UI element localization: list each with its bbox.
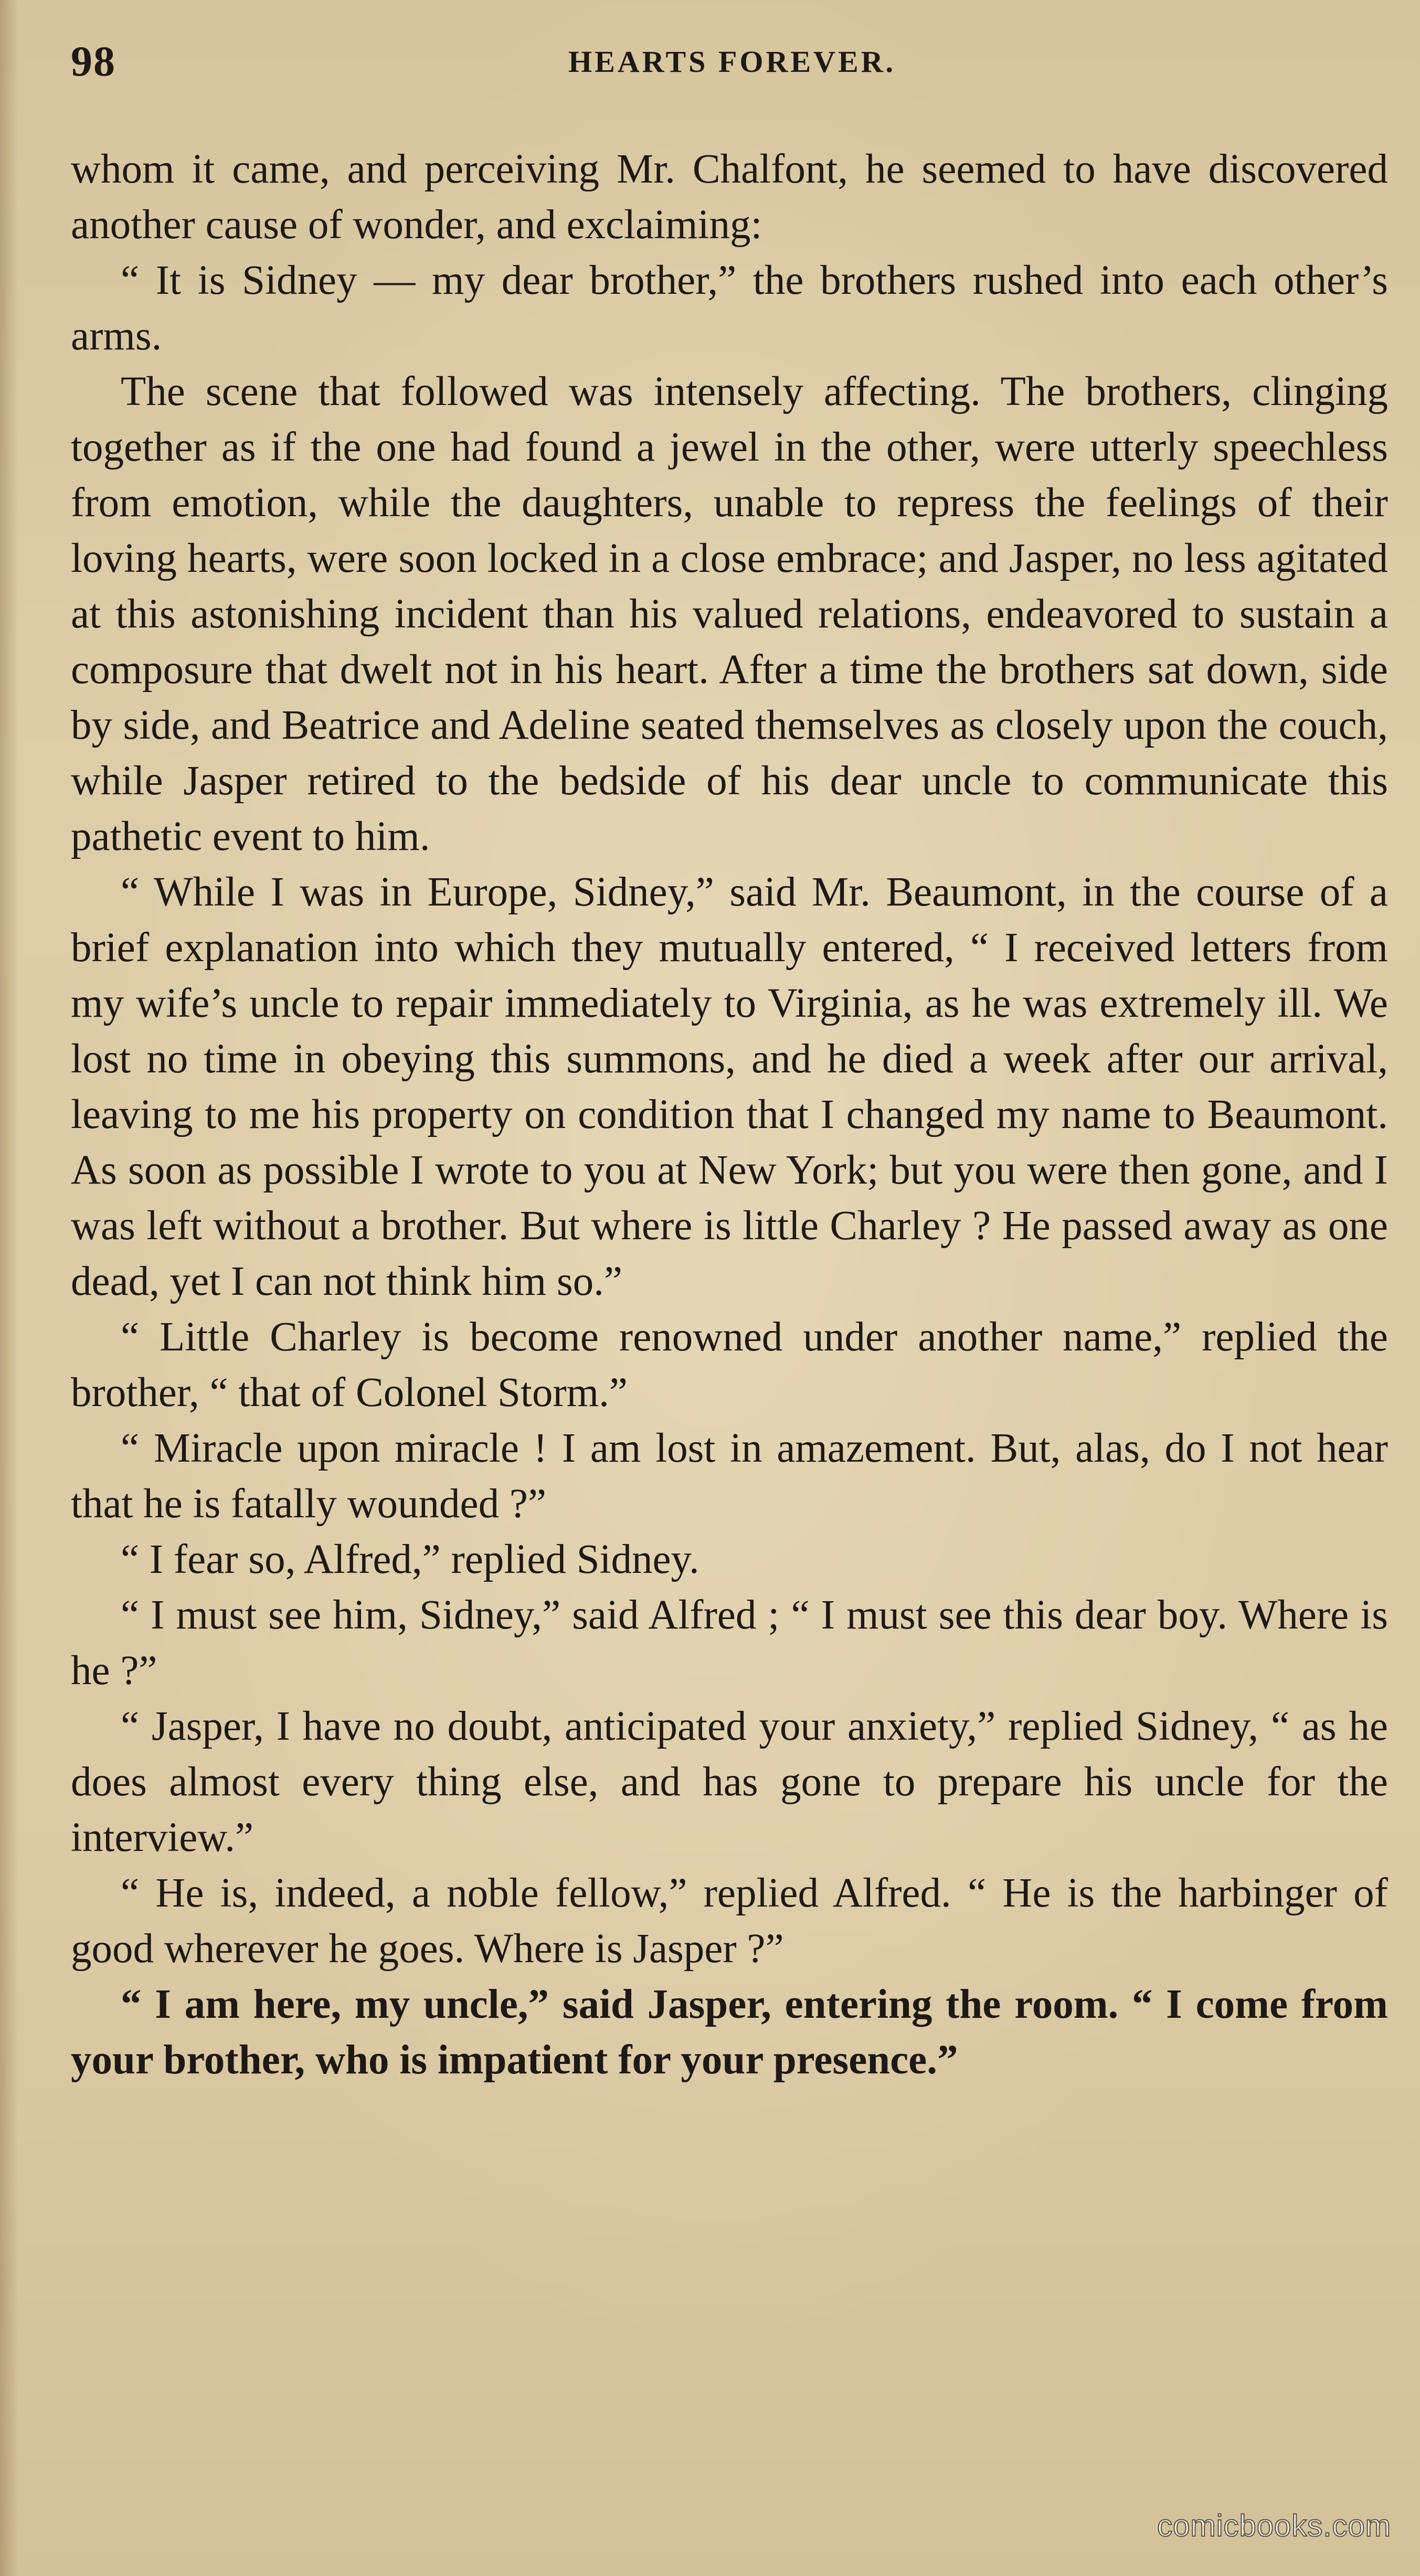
paragraph: “ I am here, my uncle,” said Jasper, entering the room. “ I come from your brother, who is impatient for your presence.” xyxy=(71,1982,1388,2083)
page-binding-shadow xyxy=(0,0,19,2576)
paragraph: “ I must see him, Sidney,” said Alfred ; “ I must see this dear boy. Where is he ?” xyxy=(71,1592,1388,1694)
paragraph: “ Jasper, I have no doubt, anticipated your anxiety,” replied Sidney, “ as he does almost every thing else, and has gone to prepare his uncle for the interview.” xyxy=(71,1704,1388,1860)
watermark: comicbooks.com xyxy=(1157,2509,1391,2543)
body-text xyxy=(71,142,1388,2088)
page-number: 98 xyxy=(71,37,116,85)
paragraph: “ While I was in Europe, Sidney,” said Mr. Beaumont, in the course of a brief explanation into which they mutually entered, “ I received letters from my wife’s uncle to repair immediately to Virginia, as he was extremely ill. We lost no time in obeying this summons, and he died a week after our arrival, leaving to me his property on condition that I changed my name to Beaumont. As soon as possible I wrote to you at New York; but you were then gone, and I was left without a brother. But where is little Charley ? He passed away as one dead, yet I can not think him so.” xyxy=(71,869,1388,1304)
running-title: HEARTS FOREVER. xyxy=(568,45,896,79)
paragraph: “ Little Charley is become renowned under another name,” replied the brother, “ that of Colonel Storm.” xyxy=(71,1314,1388,1415)
paragraph: “ I fear so, Alfred,” replied Sidney. xyxy=(121,1537,700,1582)
page-header xyxy=(71,37,1393,94)
paragraph: whom it came, and perceiving Mr. Chalfont, he seemed to have discovered another cause of wonder, and exclaiming: xyxy=(71,146,1388,248)
paragraph: “ Miracle upon miracle ! I am lost in amazement. But, alas, do I not hear that he is fatally wounded ?” xyxy=(71,1425,1388,1527)
paragraph: “ It is Sidney — my dear brother,” the brothers rushed into each other’s arms. xyxy=(71,258,1388,359)
paragraph: The scene that followed was intensely affecting. The brothers, clinging together as if the one had found a jewel in the other, were utterly speechless from emotion, while the daughters, unable to repress the feelings of their loving hearts, were soon locked in a close embrace; and Jasper, no less agitated at this astonishing incident than his valued relations, endeavored to sustain a composure that dwelt not in his heart. After a time the brothers sat down, side by side, and Beatrice and Adeline seated themselves as closely upon the couch, while Jasper retired to the bedside of his dear uncle to communicate this pathetic event to him. xyxy=(71,369,1388,859)
paragraph: “ He is, indeed, a noble fellow,” replied Alfred. “ He is the harbinger of good wherever he goes. Where is Jasper ?” xyxy=(71,1870,1388,1972)
